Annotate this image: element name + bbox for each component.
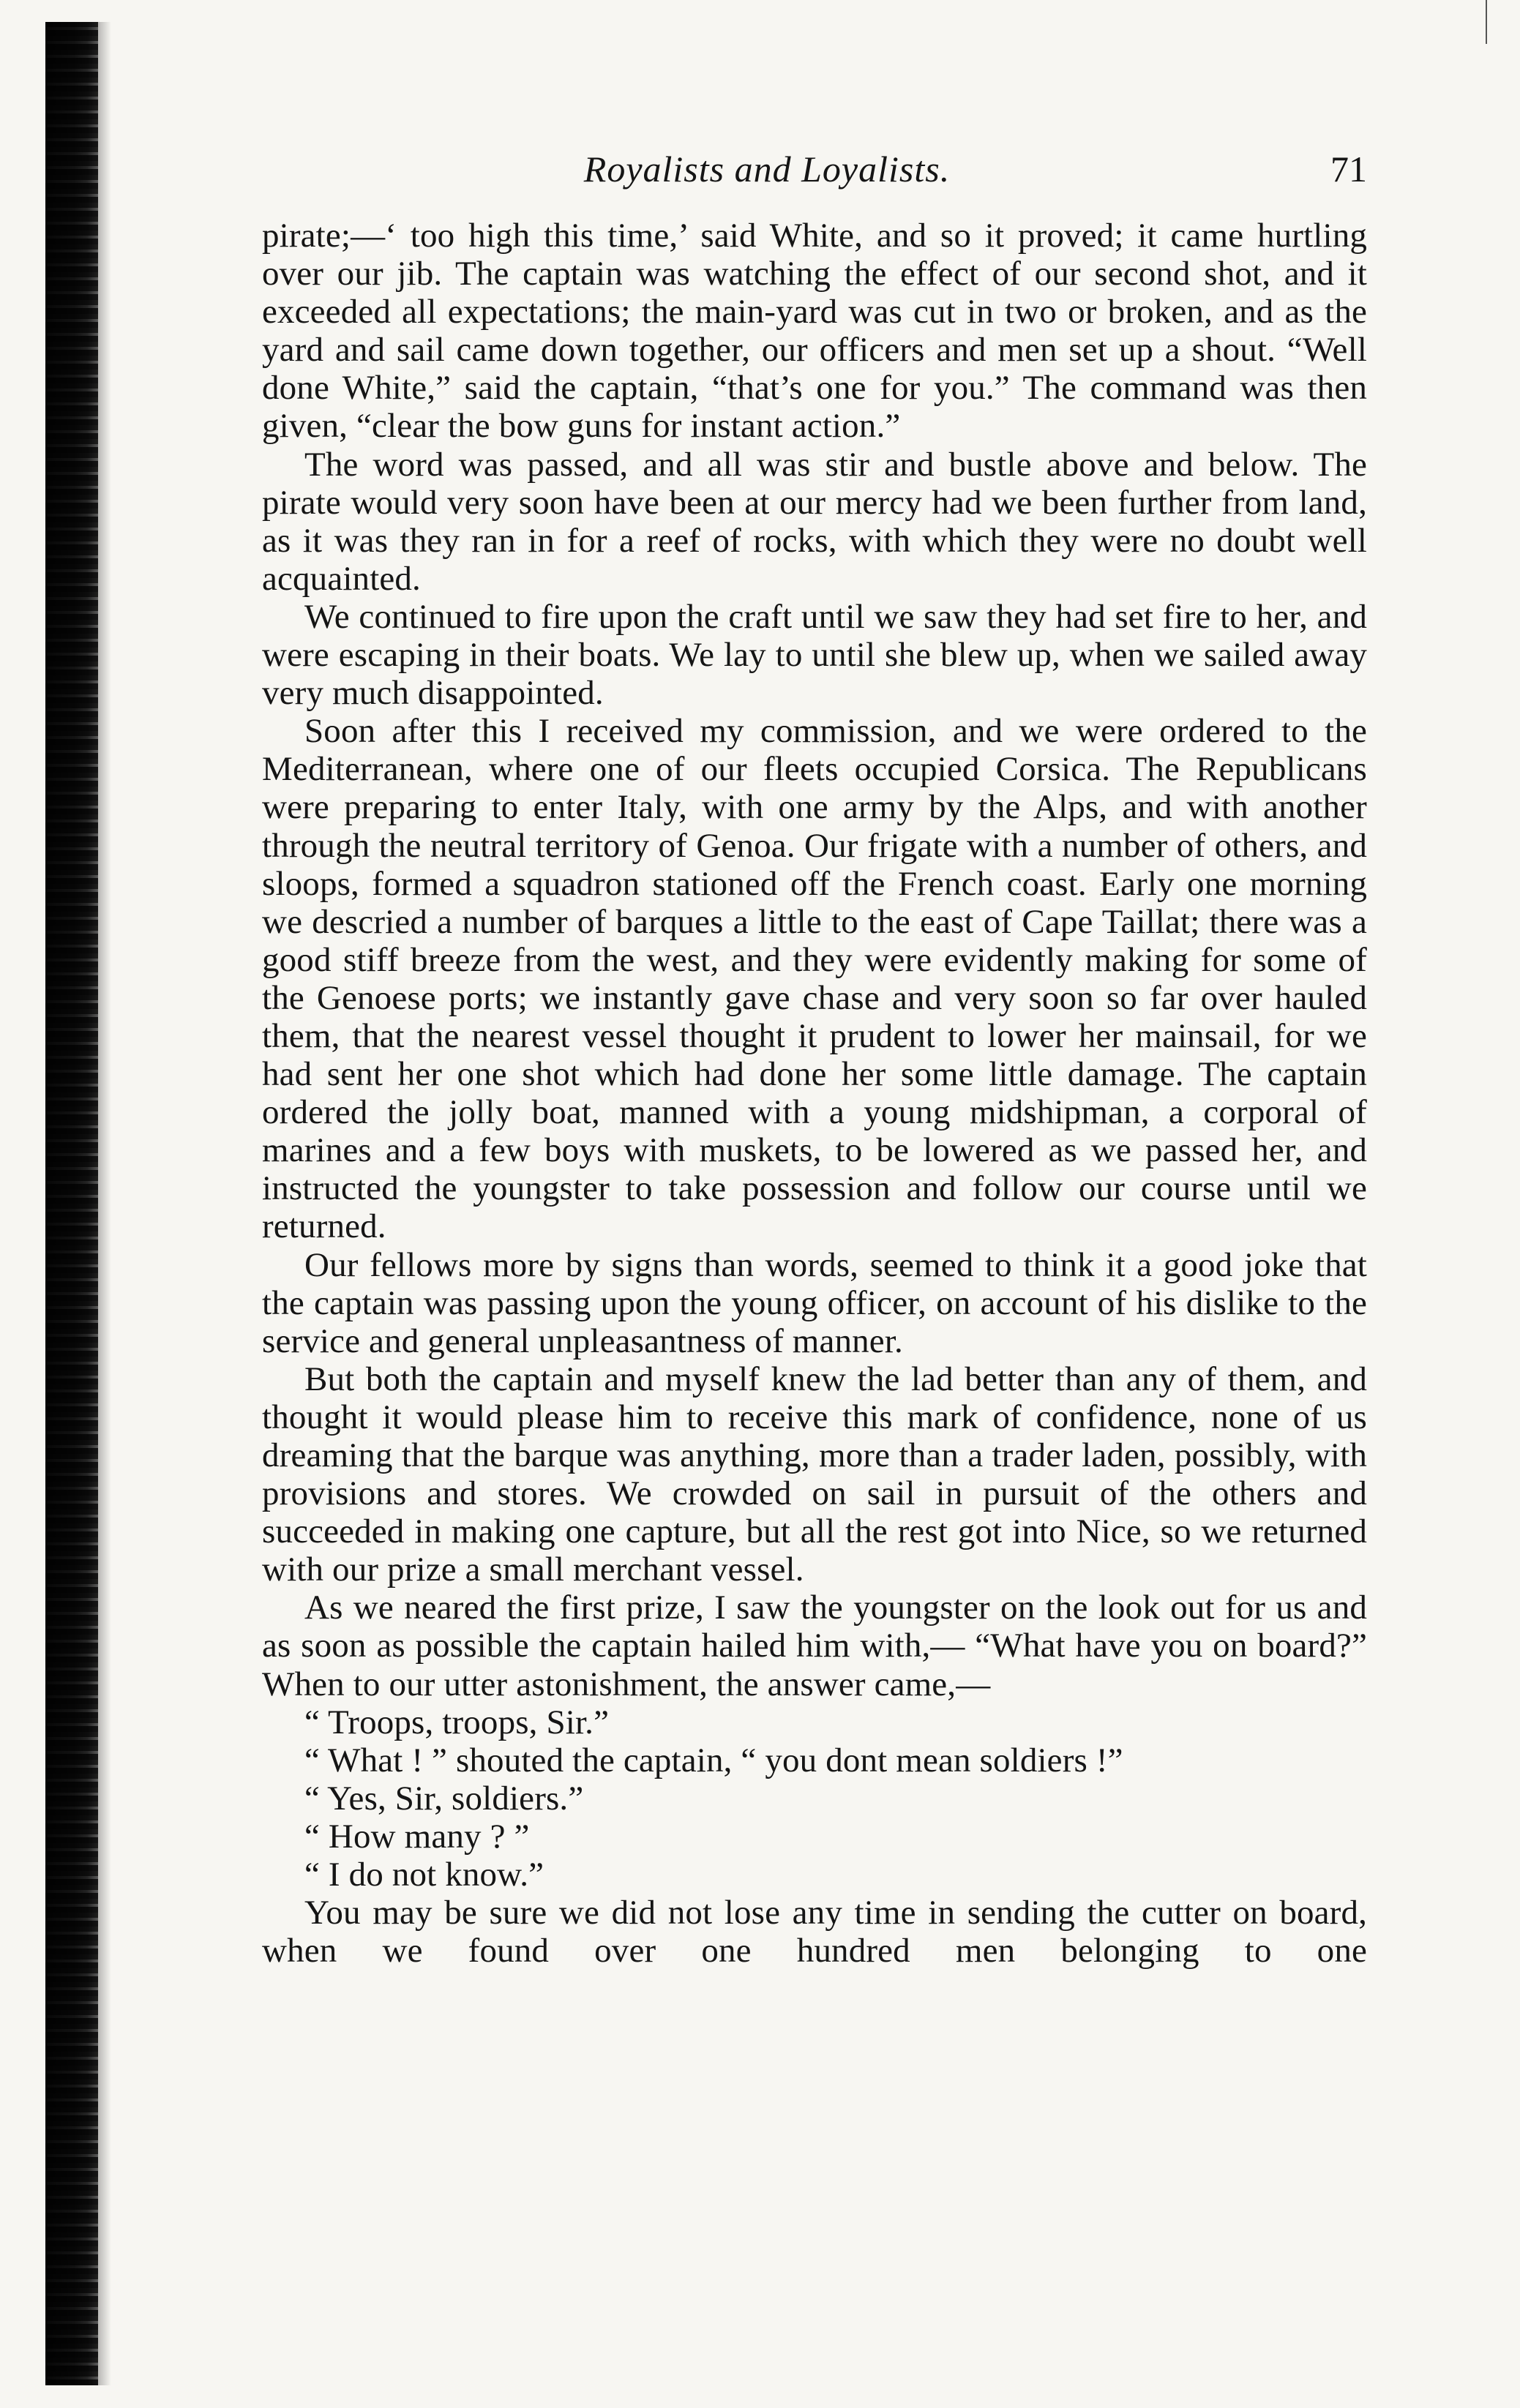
running-title: Royalists and Loyalists. bbox=[583, 149, 951, 190]
page-edge-mark bbox=[1486, 0, 1487, 44]
body-text bbox=[262, 217, 1367, 1970]
dialogue-line-2: “ What ! ” shouted the captain, “ you dont mean soldiers !” bbox=[304, 1741, 1123, 1779]
paragraph-2: The word was passed, and all was stir and bustle above and below. The pirate would very soon have been at our mercy had we been further from land, as it was they ran in for a reef of rocks, with which they were no doubt well acquainted. bbox=[262, 445, 1367, 598]
paragraph-7: As we neared the first prize, I saw the youngster on the look out for us and as soon as possible the captain hailed him with,— “What have you on board?” When to our utter astonishment, the answer came,— bbox=[262, 1589, 1367, 1703]
paragraph-4: Soon after this I received my commission, and we were ordered to the Mediterranean, where one of our fleets occupied Corsica. The Republicans were preparing to enter Italy, with one army by the Alps, and with another through the neutral territory of Genoa. Our frigate with a number of others, and sloops, formed a squadron stationed off the French coast. Early one morning we descried a number of barques a little to the east of Cape Taillat; there was a good stiff breeze from the west, and they were evidently making for some of the Genoese ports; we instantly gave chase and very soon so far over hauled them, that the nearest vessel thought it prudent to lower her mainsail, for we had sent her one shot which had done her some little damage. The captain ordered the jolly boat, manned with a young midshipman, a corporal of marines and a few boys with muskets, to be lowered as we passed her, and instructed the youngster to take possession and follow our course until we returned. bbox=[262, 712, 1367, 1246]
dialogue-line-5: “ I do not know.” bbox=[304, 1856, 544, 1894]
book-binding-edge bbox=[45, 22, 98, 2385]
paragraph-6: But both the captain and myself knew the lad better than any of them, and thought it would please him to receive this mark of confidence, none of us dreaming that the barque was anything, more than a trader laden, possibly, with provisions and stores. We crowded on sail in pursuit of the others and succeeded in making one capture, but all the rest got into Nice, so we returned with our prize a small merchant vessel. bbox=[262, 1359, 1367, 1589]
paragraph-5: Our fellows more by signs than words, seemed to think it a good joke that the captain was passing upon the young officer, on account of his dislike to the service and general unpleasantness of manner. bbox=[262, 1245, 1367, 1360]
page-number: 71 bbox=[1330, 149, 1367, 190]
dialogue-line-4: “ How many ? ” bbox=[304, 1817, 530, 1856]
paragraph-1: pirate;—‘ too high this time,’ said White, and so it proved; it came hurtling over our jib. The captain was watching the effect of our second shot, and it exceeded all expectations; the main-yard was cut in two or broken, and as the yard and sail came down together, our officers and men set up a shout. “Well done White,” said the captain, “that’s one for you.” The command was then given, “clear the bow guns for instant action.” bbox=[262, 217, 1367, 446]
binding-shadow bbox=[98, 22, 111, 2385]
running-header bbox=[262, 143, 1367, 195]
dialogue-line-3: “ Yes, Sir, soldiers.” bbox=[304, 1779, 584, 1818]
paragraph-3: We continued to fire upon the craft until we saw they had set fire to her, and were escaping in their boats. We lay to until she blew up, when we sailed away very much disappointed. bbox=[262, 597, 1367, 713]
paragraph-continued: You may be sure we did not lose any time in sending the cutter on board, when we found over one hundred men belonging to one bbox=[262, 1894, 1367, 1970]
dialogue-line-1: “ Troops, troops, Sir.” bbox=[304, 1703, 610, 1741]
